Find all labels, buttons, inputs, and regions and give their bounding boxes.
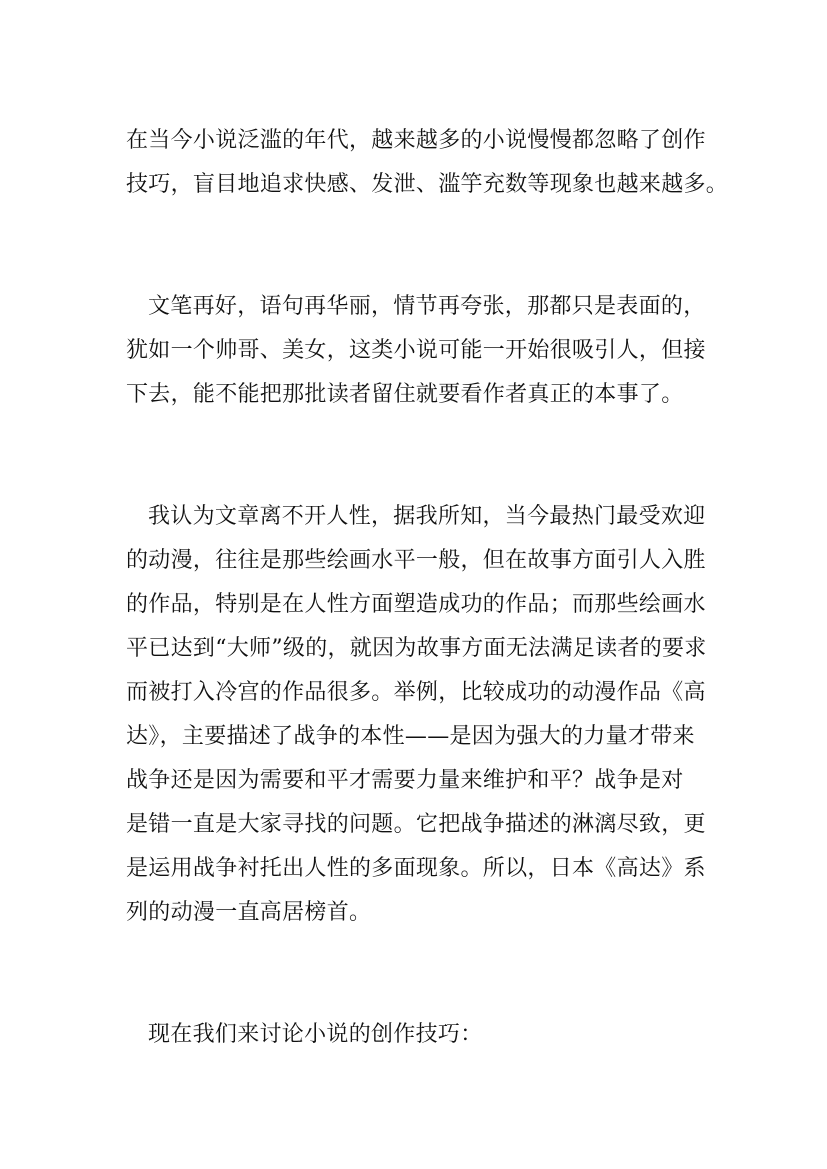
text-line: 文笔再好，语句再华丽，情节再夸张，那都只是表面的， (148, 294, 706, 319)
text-line: 达》，主要描述了战争的本性——是因为强大的力量才带来 (126, 724, 695, 749)
text-line: 的作品，特别是在人性方面塑造成功的作品；而那些绘画水 (126, 592, 706, 617)
text-line: 而被打入冷宫的作品很多。举例，比较成功的动漫作品《高 (126, 680, 706, 705)
text-line: 是运用战争衬托出人性的多面现象。所以，日本《高达》系 (126, 856, 706, 881)
text-line: 我认为文章离不开人性，据我所知，当今最热门最受欢迎 (148, 504, 706, 529)
text-line: 下去，能不能把那批读者留住就要看作者真正的本事了。 (126, 382, 684, 407)
text-line: 列的动漫一直高居榜首。 (126, 900, 372, 925)
text-line: 在当今小说泛滥的年代，越来越多的小说慢慢都忽略了创作 (126, 128, 706, 153)
text-line: 是错一直是大家寻找的问题。它把战争描述的淋漓尽致，更 (126, 812, 706, 837)
text-line: 平已达到“大师”级的，就因为故事方面无法满足读者的要求 (126, 636, 707, 661)
text-line: 技巧，盲目地追求快感、发泄、滥竽充数等现象也越来越多。 (126, 172, 729, 197)
text-line: 现在我们来讨论小说的创作技巧： (148, 1022, 483, 1047)
text-line: 犹如一个帅哥、美女，这类小说可能一开始很吸引人，但接 (126, 338, 706, 363)
text-line: 战争还是因为需要和平才需要力量来维护和平？战争是对 (126, 768, 684, 793)
text-line: 的动漫，往往是那些绘画水平一般，但在故事方面引人入胜 (126, 548, 706, 573)
